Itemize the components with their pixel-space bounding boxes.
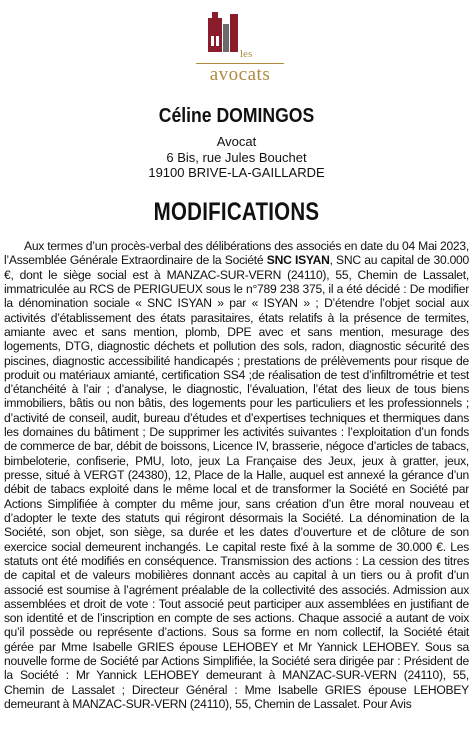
- lawyer-city: 19100 BRIVE-LA-GAILLARDE: [148, 165, 325, 180]
- logo-small-text: les: [240, 48, 253, 60]
- notice-text-main: , SNC au capital de 30.000 €, dont le siège social est à MANZAC-SUR-VERN (24110), 55, Chemin de Lassalet, immatriculée au RCS de PERIGUEUX sous le n°789 238 375, il a été décidé : De modifier la dénomination sociale « SNC ISYAN » par « ISYAN » ; D’étendre l’objet social aux activités d’établissement des états parasitaires, états relatifs à la présence de termites, amiante avec et sans mention, plomb, DPE avec et sans mention, mesurage des logements, DTG, diagnostic déchets et pollution des sols, radon, diagnostic sécurité des piscines, diagnostic accessibilité handicapés ; prestations de prélèvements pour risque de produit ou matériaux amianté, certification SS4 ;de réalisation de test d’infiltrométrie et test d’étanchéité à l’air ; d’analyse, le diagnostic, l’évaluation, l’état des lieux de tous biens immobiliers, bâtis ou non bâtis, des logements pour les particuliers et les professionnels ; d’activité de conseil, audit, bureau d’études et d’expertises techniques et thermiques dans les domaines du bâtiment ; De supprimer les activités suivantes : l’exploitation d’un fonds de commerce de bar, débit de boissons, Licence IV, brasserie, négoce d’articles de tabacs, bimbeloterie, confiserie, PMU, loto, jeux La Française des Jeux, jeux à gratter, jeux, presse, situé à VERGT (24380), 12, Place de la Halle, auquel est annexé la gérance d’un débit de tabacs exploité dans le même local et de transformer la Société en Société par Actions Simplifiée à compter du même jour, sans création d’un être moral nouveau et d’adopter le texte des statuts qui régiront désormais la Société. La dénomination de la Société, son objet, son siège, sa durée et les dates d’ouverture et de clôture de son exercice social demeurent inchangés. Le capital reste fixé à la somme de 30.000 €. Les statuts ont été modifiés en conséquence. Transmission des actions : La cession des titres de capital et de valeurs mobilières donnant accès au capital à un tiers ou à profit d’un associé est soumise à l’agrément préalable de la collectivité des associés. Admission aux assemblées et droit de vote : Tout associé peut participer aux assemblées en justifiant de son identité et de l’inscription en compte de ses actions. Chaque associé a autant de voix qu’il possède ou représente d’actions. Sous sa forme en nom collectif, la Société était gérée par Mme Isabelle GRIES épouse LEHOBEY et Mr Yannick LEHOBEY. Sous sa nouvelle forme de Société par Actions Simplifiée, la Société sera dirigée par : Président de la Société : Mr Yannick LEHOBEY demeurant à MANZAC-SUR-VERN (24110), 55, Chemin de Lassalet ; Directeur Général : Mme Isabelle GRIES épouse LEHOBEY demeurant à MANZAC-SUR-VERN (24110), 55, Chemin de Lassalet. Pour Avis: [4, 253, 470, 711]
- lawyer-name: Céline DOMINGOS: [158, 105, 315, 127]
- notice-title: MODIFICATIONS: [153, 198, 320, 226]
- logo-brand-text: avocats: [209, 64, 271, 85]
- notice-body: [4, 239, 469, 711]
- notice-text-intro: Aux termes d’un procès-verbal des délibérations des associés en date du 04 Mai 2023, l’Assemblée Générale Extraordinaire de la Société: [4, 239, 469, 268]
- company-name: SNC ISYAN: [266, 253, 330, 268]
- lawyer-street: 6 Bis, rue Jules Bouchet: [166, 149, 307, 165]
- lawyer-address-block: [0, 134, 473, 181]
- les-avocats-logo: [194, 8, 286, 86]
- lawyer-role: Avocat: [216, 134, 257, 149]
